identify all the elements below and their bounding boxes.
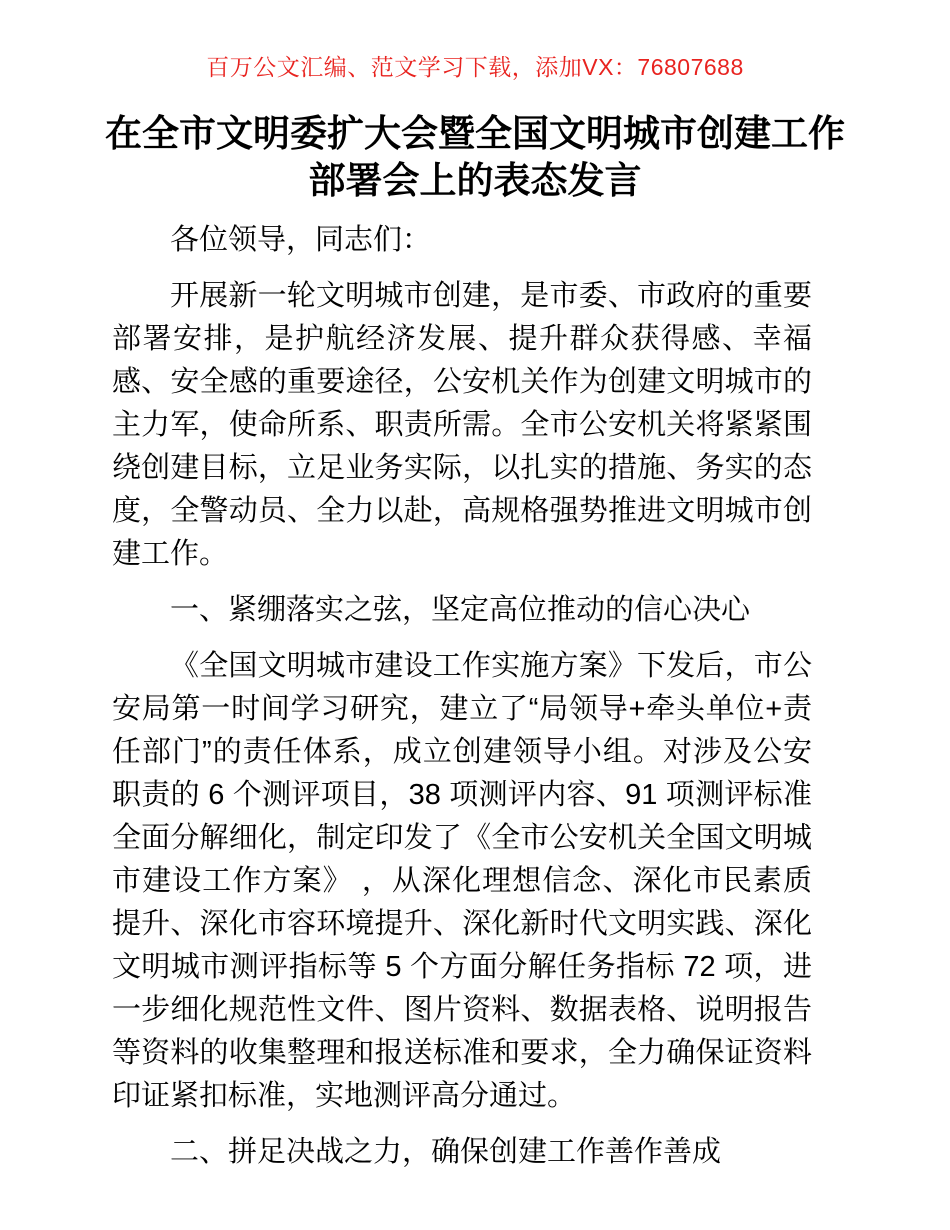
paragraph-salutation: 各位领导，同志们： [170,224,432,256]
section-heading-2: 二、拼足决战之力，确保创建工作善作善成 [170,1136,722,1168]
header-promo-notice: 百万公文汇编、范文学习下载，添加VX：76807688 [206,54,744,80]
document-title [0,110,950,204]
section-heading-1: 一、紧绷落实之弦，坚定高位推动的信心决心 [170,594,751,626]
document-title-line-2: 部署会上的表态发言 [308,160,642,201]
document-title-line-1: 在全市文明委扩大会暨全国文明城市创建工作 [105,113,845,154]
document-body [0,204,950,1174]
paragraph-section-1: 《全国文明城市建设工作实施方案》下发后，市公安局第一时间学习研究，建立了“局领导+牵头单位+责任部门”的责任体系，成立创建领导小组。对涉及公安职责的 6 个测评项目，38 项测评内容、91 项测评标准全面分解细化，制定印发了《全市公安机关全国文明城市建设工作方案》 ，从深化理想信念、深化市民素质提升、深化市容环境提升、深化新时代文明实践、深化文明城市测评指标等 5 个方面分解任务指标 72 项，进一步细化规范性文件、图片资料、数据表格、说明报告等资料的收集整理和报送标准和要求，全力确保证资料印证紧扣标准，实地测评高分通过。 [112,650,812,1112]
paragraph-intro: 开展新一轮文明城市创建，是市委、市政府的重要部署安排，是护航经济发展、提升群众获得感、幸福感、安全感的重要途径，公安机关作为创建文明城市的主力军，使命所系、职责所需。全市公安机关将紧紧围绕创建目标，立足业务实际，以扎实的措施、务实的态度，全警动员、全力以赴，高规格强势推进文明城市创建工作。 [112,280,812,570]
